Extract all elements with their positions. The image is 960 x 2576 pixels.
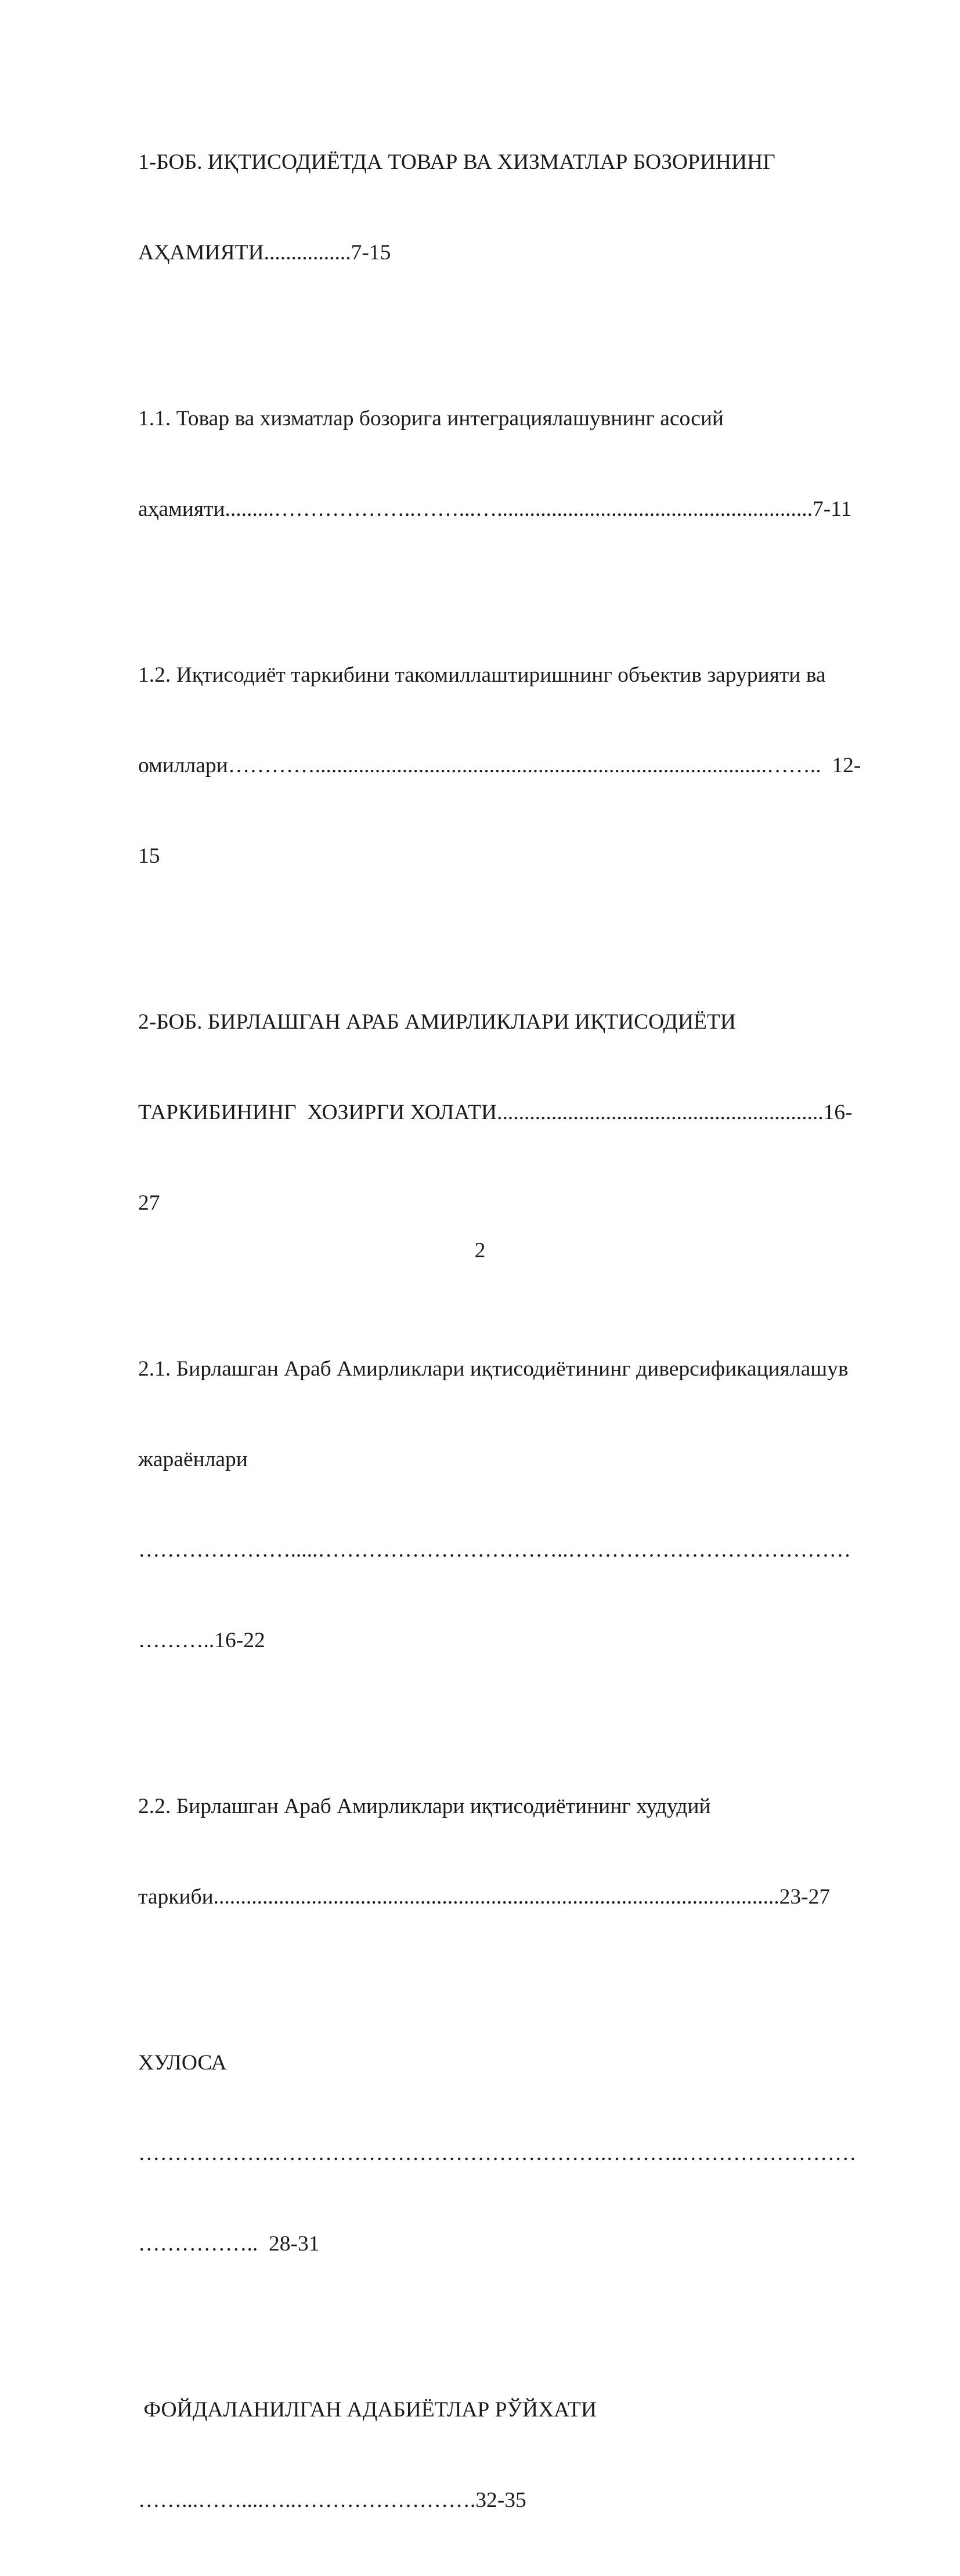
toc-entry-line: 1.1. Товар ва хизматлар бозорига интеграциялашувнинг асосий: [138, 407, 724, 430]
table-of-contents: [138, 87, 898, 2576]
toc-entry-line: ……………….……………………………………….………..……………………: [138, 2141, 857, 2165]
toc-entry-line: ТАРКИБИНИНГ ХОЗИРГИ ХОЛАТИ............................................................16-: [138, 1101, 853, 1124]
toc-entry-line: 2-БОБ. БИРЛАШГАН АРАБ АМИРЛИКЛАРИ ИҚТИСОДИЁТИ: [138, 1010, 736, 1034]
toc-entry-line: 15: [138, 844, 160, 868]
toc-entry-line: таркиби........................................................................................................23-27: [138, 1885, 831, 1909]
toc-entry-section-1-1: [138, 343, 898, 585]
toc-entry-line: 1-БОБ. ИҚТИСОДИЁТДА ТОВАР ВА ХИЗМАТЛАР БОЗОРИНИНГ: [138, 150, 775, 174]
toc-entry-line: аҳамияти.........………………..……...…..........................................................7-11: [138, 497, 852, 521]
toc-entry-line: ………..16-22: [138, 1629, 265, 1652]
toc-entry-line: 2.2. Бирлашган Араб Амирликлари иқтисодиётининг худудий: [138, 1794, 711, 1818]
toc-entry-line: ФОЙДАЛАНИЛГАН АДАБИЁТЛАР РЎЙХАТИ: [138, 2398, 597, 2422]
toc-entry-references: [138, 2335, 898, 2576]
toc-entry-line: 27: [138, 1191, 160, 1215]
toc-entry-section-2-2: [138, 1731, 898, 1973]
toc-entry-section-1-2: [138, 600, 898, 932]
toc-entry-conclusion: [138, 1988, 898, 2320]
toc-entry-line: ………………….....……………………………..…………………………………: [138, 1538, 851, 1562]
toc-entry-line: жараёнлари: [138, 1448, 248, 1471]
page-number: 2: [474, 1239, 486, 1262]
toc-entry-line: …………….. 28-31: [138, 2232, 320, 2256]
toc-entry-chapter-2: [138, 947, 898, 1279]
toc-entry-chapter-1: [138, 87, 898, 328]
toc-entry-line: омиллари…………...................................................................................…….. 12-: [138, 754, 861, 777]
toc-entry-line: АҲАМИЯТИ................7-15: [138, 241, 391, 265]
toc-entry-line: ХУЛОСА: [138, 2051, 227, 2075]
toc-entry-line: 2.1. Бирлашган Араб Амирликлари иқтисодиётининг диверсификациялашув: [138, 1357, 849, 1381]
toc-entry-line: ……...……....…..…………………….32-35: [138, 2488, 526, 2512]
toc-entry-line: 1.2. Иқтисодиёт таркибини такомиллаштиришнинг объектив зарурияти ва: [138, 663, 826, 687]
toc-entry-section-2-1: [138, 1294, 898, 1716]
